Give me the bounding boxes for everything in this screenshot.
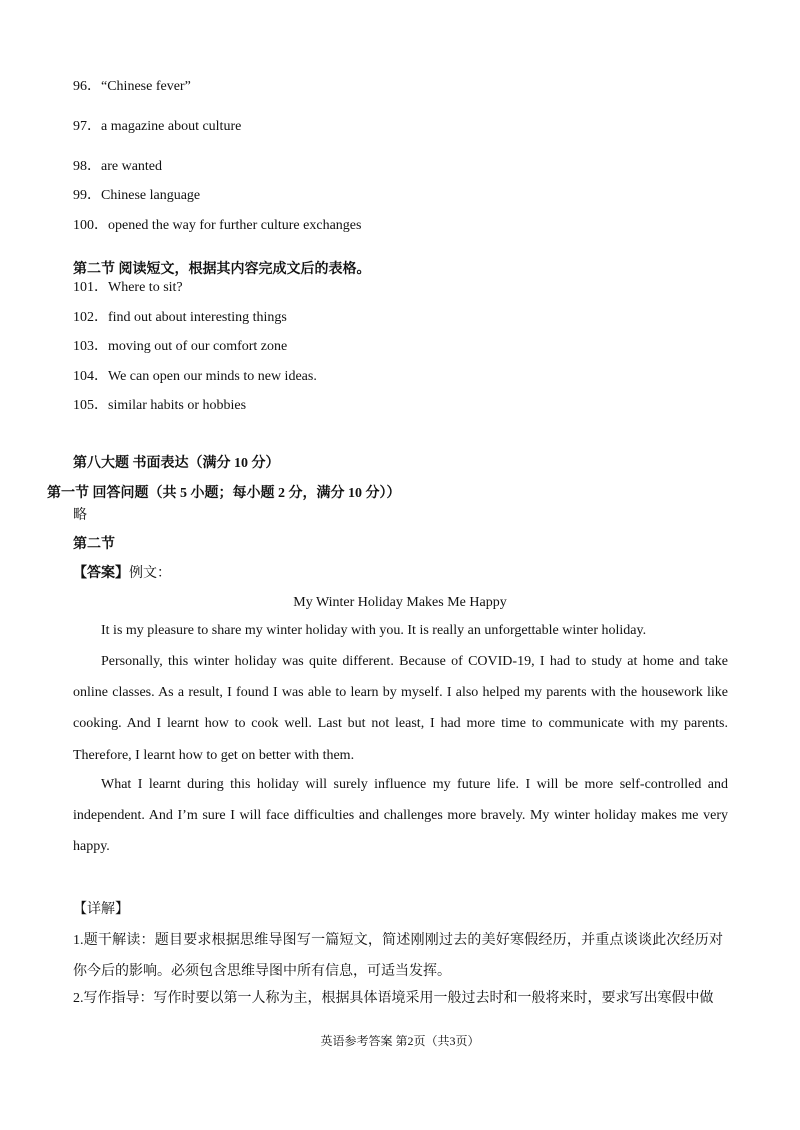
list-item [73, 216, 361, 236]
item-text: We can open our minds to new ideas. [108, 369, 317, 384]
list-item [73, 367, 317, 387]
list-item [73, 278, 183, 298]
list-item [73, 308, 287, 328]
list-item [73, 337, 287, 357]
explanation-point: 1.题干解读：题目要求根据思维导图写一篇短文，简述刚刚过去的美好寒假经历，并重点谈谈此次经历对你今后的影响。必须包含思维导图中所有信息，可适当发挥。 [73, 933, 723, 979]
paragraph-text: Personally, this winter holiday was quite different. Because of COVID-19, I had to study at home and take online classes. As a result, I found I was able to learn by myself. I also helped my parents with the housework like cooking. And I learnt how to cook well. Last but not least, I had more time to communicate with my parents. Therefore, I learnt how to get on better with them. [73, 654, 728, 763]
item-number: 99． [73, 188, 101, 203]
subsection-heading: 第二节 [73, 537, 115, 552]
item-text: moving out of our comfort zone [108, 339, 288, 354]
list-item [73, 77, 191, 97]
explanation-label: 【详解】 [73, 902, 129, 917]
subsection-heading: 第一节 回答问题（共 5 小题；每小题 2 分，满分 10 分）） [47, 486, 401, 501]
item-text: “Chinese fever” [101, 79, 191, 94]
list-item [73, 157, 162, 177]
section-heading: 第八大题 书面表达（满分 10 分） [73, 456, 280, 471]
item-number: 100． [73, 218, 108, 233]
section-heading: 第二节 阅读短文，根据其内容完成文后的表格。 [73, 262, 371, 277]
item-number: 101． [73, 280, 108, 295]
list-item [73, 117, 241, 137]
paragraph-text: It is my pleasure to share my winter holiday with you. It is really an unforgettable winter holiday. [101, 623, 647, 638]
essay-paragraph [73, 615, 728, 646]
answer-label: 【答案】 [73, 566, 129, 581]
item-text: find out about interesting things [108, 310, 287, 325]
item-text: Where to sit? [108, 280, 183, 295]
answer-suffix: 例文： [129, 566, 171, 581]
answer-text: 略 [73, 508, 87, 523]
item-text: a magazine about culture [101, 119, 242, 134]
item-text: opened the way for further culture exchanges [108, 218, 362, 233]
item-number: 96． [73, 79, 101, 94]
list-item [73, 396, 246, 416]
item-number: 105． [73, 398, 108, 413]
item-number: 97． [73, 119, 101, 134]
page-footer: 英语参考答案 第2页（共3页） [320, 1034, 480, 1048]
paragraph-text: What I learnt during this holiday will surely influence my future life. I will be more self-controlled and independent. And I’m sure I will face difficulties and challenges more bravely. My winter holiday makes me very happy. [73, 777, 728, 855]
item-number: 102． [73, 310, 108, 325]
essay-title: My Winter Holiday Makes Me Happy [293, 595, 507, 610]
item-text: similar habits or hobbies [108, 398, 247, 413]
essay-paragraph [73, 646, 728, 771]
item-number: 103． [73, 339, 108, 354]
list-item [73, 186, 200, 206]
item-number: 98． [73, 159, 101, 174]
item-text: Chinese language [101, 188, 201, 203]
explanation-point: 2.写作指导：写作时要以第一人称为主，根据具体语境采用一般过去时和一般将来时，要求写出寒假中做 [73, 991, 714, 1006]
essay-paragraph [73, 769, 728, 863]
item-text: are wanted [101, 159, 163, 174]
item-number: 104． [73, 369, 108, 384]
answer-line [73, 564, 171, 584]
